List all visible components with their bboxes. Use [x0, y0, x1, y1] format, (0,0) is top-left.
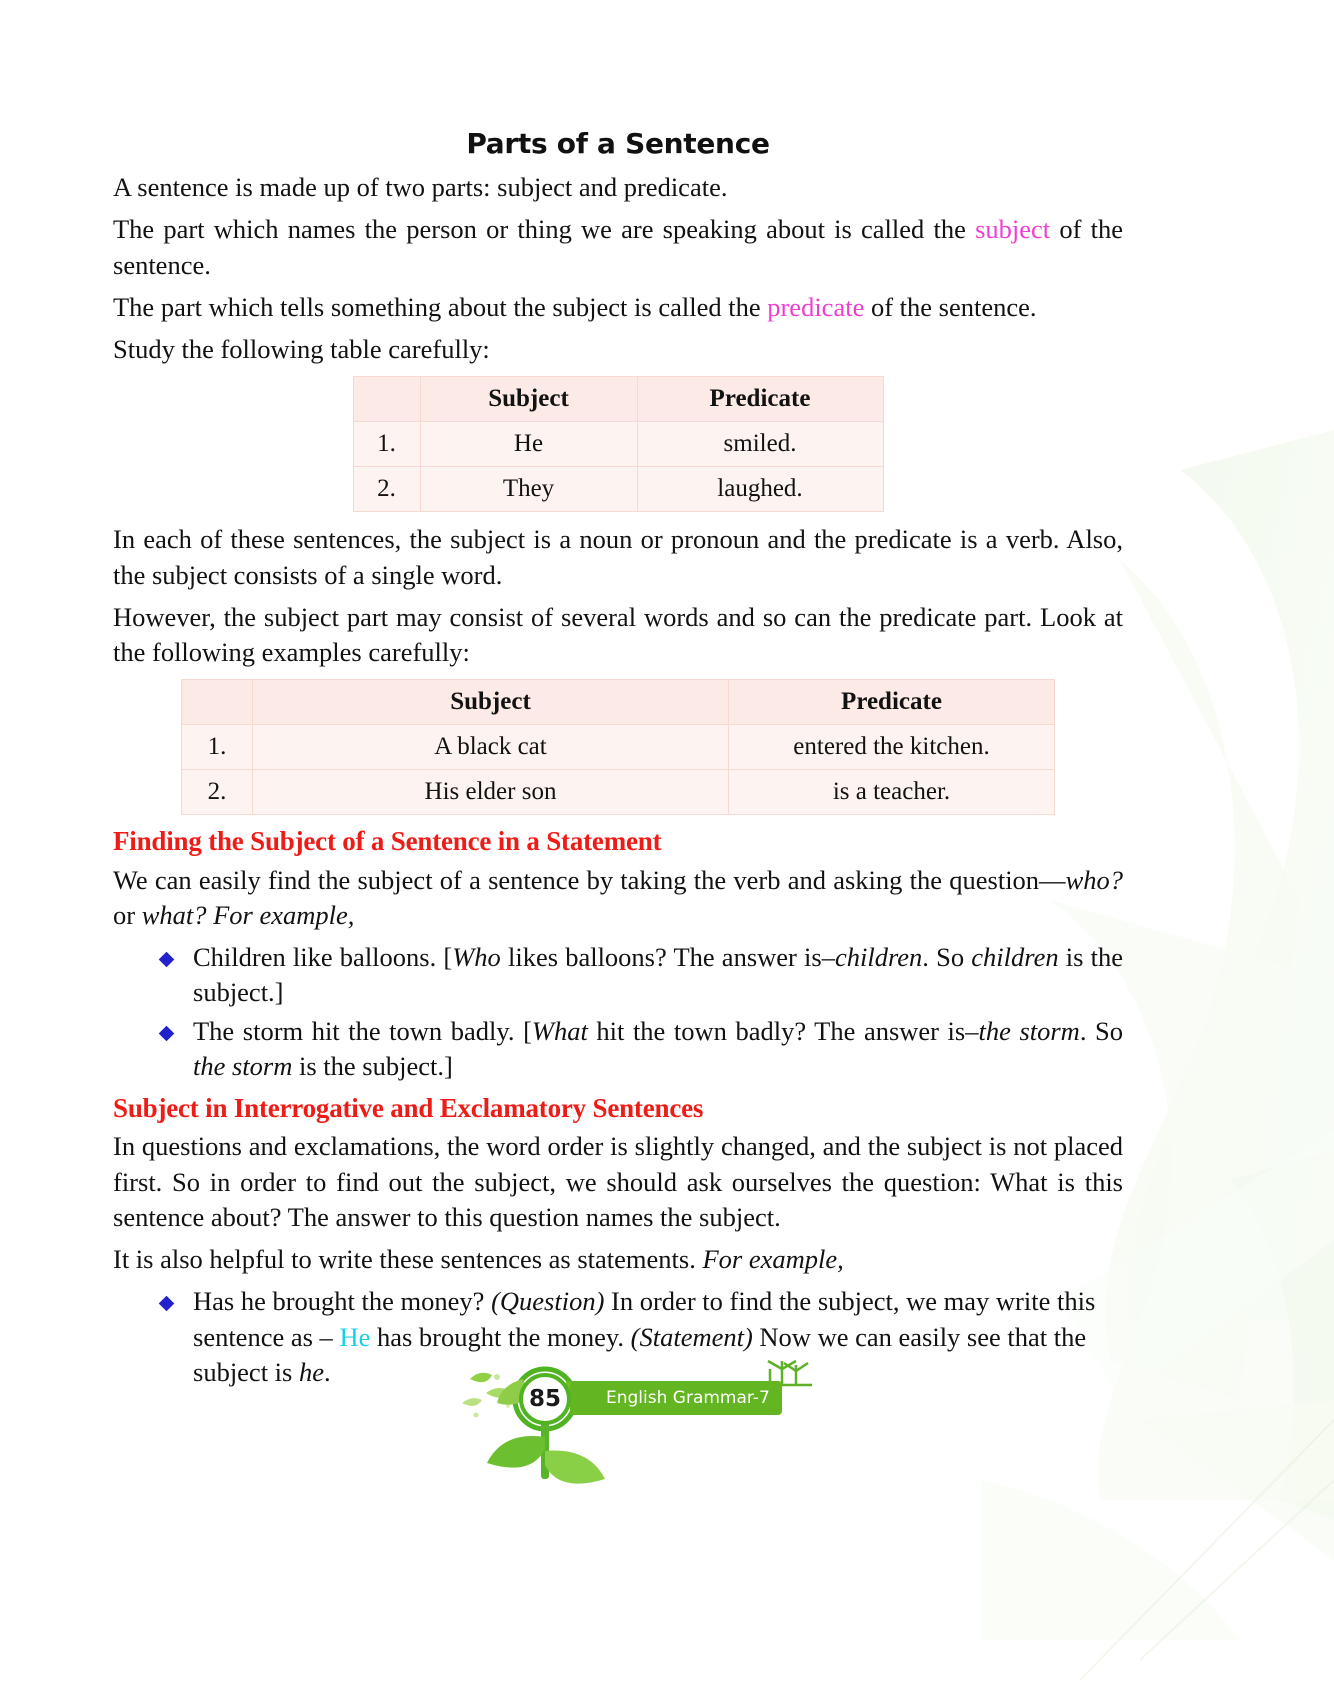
after-table1-paragraph-1	[113, 522, 1123, 592]
interrogative-question-text: Has he brought the money?	[193, 1286, 492, 1317]
interrogative-for-example: For example,	[702, 1244, 844, 1275]
interrogative-line-4-period: .	[324, 1356, 331, 1387]
keyword-subject: subject	[975, 214, 1051, 245]
table1-header-subject: Subject	[420, 377, 637, 422]
bullet2-the-storm: the storm	[193, 1050, 293, 1081]
table-row	[353, 422, 883, 467]
table-row	[353, 467, 883, 512]
table2-row2-predicate: is a teacher.	[729, 770, 1055, 815]
simple-subject-predicate-table	[353, 376, 884, 512]
bullet1-who: Who	[452, 942, 501, 973]
bullet1-part-b: likes balloons? The answer is–	[500, 942, 835, 973]
table1-header-num	[353, 377, 420, 422]
table-header-row	[353, 377, 883, 422]
intro-3-tail: of the sentence.	[864, 291, 1037, 322]
table2-row1-subject: A black cat	[253, 725, 729, 770]
interrogative-question-tag: (Question)	[491, 1286, 605, 1317]
interrogative-line-3	[339, 1322, 752, 1352]
intro-2-lead: The part which names the person or thing we are speaking about is called the	[113, 214, 976, 245]
table1-row1-num: 1.	[353, 422, 420, 467]
table2-row1-num: 1.	[182, 725, 253, 770]
after-table1-paragraph-2	[113, 600, 1123, 670]
diamond-bullet-icon	[159, 952, 175, 968]
heading-subject-interrogative: Subject in Interrogative and Exclamatory Sentences	[113, 1093, 704, 1124]
table2-row1-predicate: entered the kitchen.	[729, 725, 1055, 770]
finding-subject-or: or	[113, 899, 142, 930]
table-row	[182, 770, 1055, 815]
bullet2-part-a: The storm hit the town badly. [	[193, 1015, 532, 1046]
intro-paragraph-1	[113, 170, 1123, 205]
table1-row1-subject: He	[420, 422, 637, 467]
intro-paragraph-2	[113, 212, 1123, 282]
bullet2-line2-rest: is the subject.]	[292, 1050, 453, 1081]
interrogative-paragraph-1-text: In questions and exclamations, the word order is slightly changed, and the subject is not placed first. So in order to find out the subject, we should ask ourselves the question: What is this sentence about? The answer to this question names the subject.	[113, 1131, 1123, 1232]
heading-finding-subject: Finding the Subject of a Sentence in a Statement	[113, 826, 662, 857]
interrogative-line-4-lead: Now we can easily see that the subject is	[193, 1321, 1087, 1387]
diamond-bullet-icon	[159, 1025, 175, 1041]
bullet1-line2-rest: is the subject.]	[193, 942, 1123, 1008]
bullet1-part-a: Children like balloons. [	[193, 942, 453, 973]
extended-subject-predicate-table	[181, 679, 1055, 815]
diamond-bullet-icon	[159, 1296, 175, 1312]
bullet2-part-b: hit the town badly? The answer is–	[587, 1015, 979, 1046]
finding-subject-intro	[113, 863, 1123, 933]
page-number-badge: 85	[519, 1373, 571, 1425]
table2-row2-num: 2.	[182, 770, 253, 815]
table1-row2-num: 2.	[353, 467, 420, 512]
bullet2-what: What	[531, 1015, 588, 1046]
bullet2-so: . So	[1079, 1015, 1124, 1046]
keyword-he: He	[339, 1321, 371, 1352]
intro-paragraph-1-text: A sentence is made up of two parts: subject and predicate.	[113, 172, 728, 203]
interrogative-line-3-rest: has brought the money.	[370, 1321, 631, 1352]
interrogative-line-2: In order to find the subject, we may write this sentence as –	[193, 1286, 1096, 1352]
page-title: Parts of a Sentence	[466, 127, 770, 160]
keyword-predicate: predicate	[767, 291, 865, 322]
finding-subject-intro-lead: We can easily find the subject of a sentence by taking the verb and asking the question—	[113, 864, 1066, 895]
finding-subject-who: who?	[1065, 864, 1123, 895]
table-row	[182, 725, 1055, 770]
table2-header-subject: Subject	[253, 680, 729, 725]
table2-wrapper	[113, 679, 1123, 815]
after-table1-paragraph-2-text: However, the subject part may consist of several words and so can the predicate part. Look at the following examples carefully:	[113, 601, 1123, 668]
interrogative-paragraph-2-lead: It is also helpful to write these sentences as statements.	[113, 1244, 703, 1275]
book-title-banner: English Grammar-7	[570, 1381, 782, 1415]
intro-paragraph-3	[113, 290, 1123, 325]
bullet1-children-1: children	[834, 942, 923, 973]
bullet2-the: the	[978, 1015, 1011, 1046]
study-table-instruction-text: Study the following table carefully:	[113, 334, 490, 365]
table-header-row	[182, 680, 1055, 725]
intro-3-lead: The part which tells something about the subject is called the	[113, 291, 768, 322]
table2-header-predicate: Predicate	[729, 680, 1055, 725]
page-content	[113, 128, 1123, 1394]
bullet1-children-2: children	[971, 942, 1059, 973]
table1-header-predicate: Predicate	[637, 377, 883, 422]
table1-row2-predicate: laughed.	[637, 467, 883, 512]
finding-subject-forexample: For example,	[206, 899, 355, 930]
interrogative-statement-tag: (Statement)	[630, 1321, 753, 1352]
bullet2-storm: storm	[1019, 1015, 1080, 1046]
list-item	[153, 940, 1123, 1010]
table1-wrapper	[113, 376, 1123, 512]
page-footer	[0, 1356, 1334, 1509]
table1-row2-subject: They	[420, 467, 637, 512]
list-item	[153, 1014, 1123, 1084]
table1-row1-predicate: smiled.	[637, 422, 883, 467]
intro-2-tail: of the sentence.	[113, 214, 1123, 280]
table2-header-num	[182, 680, 253, 725]
interrogative-paragraph-2	[113, 1242, 1123, 1277]
finding-subject-what: what?	[141, 899, 207, 930]
finding-subject-bullet-list	[113, 940, 1123, 1084]
table2-row2-subject: His elder son	[253, 770, 729, 815]
interrogative-line-4-he: he	[299, 1356, 325, 1387]
interrogative-paragraph-1	[113, 1129, 1123, 1235]
after-table1-paragraph-1-text: In each of these sentences, the subject is a noun or pronoun and the predicate is a verb. Also, the subject consists of a single word.	[113, 524, 1123, 590]
study-table-instruction	[113, 332, 1123, 367]
bullet1-part-c: . So	[922, 942, 965, 973]
